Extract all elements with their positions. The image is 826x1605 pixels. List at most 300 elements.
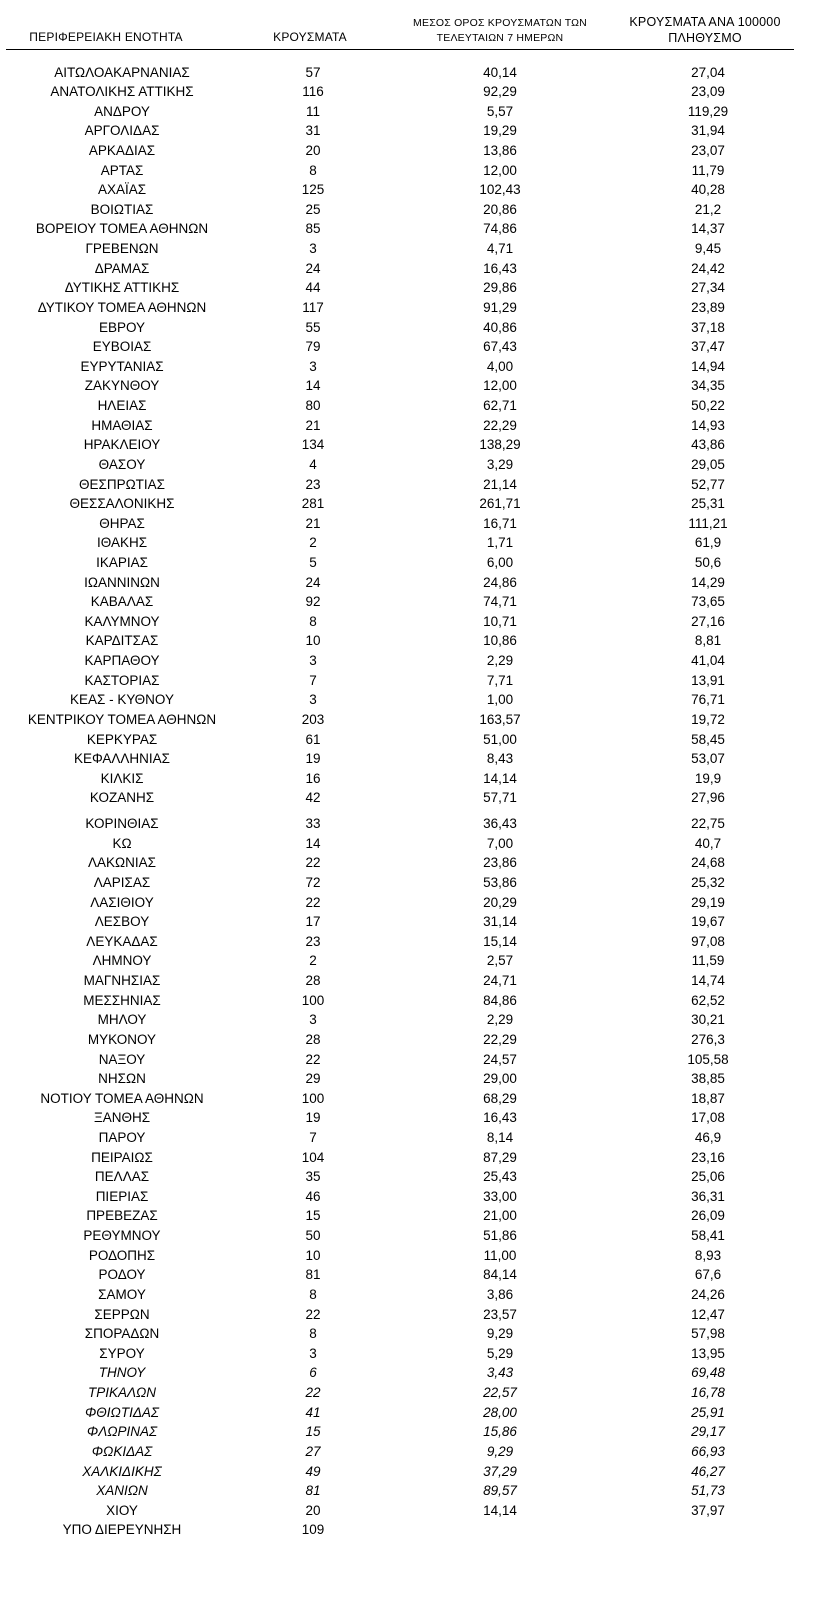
table-row [0, 494, 826, 514]
cell-cases: 10 [305, 1247, 321, 1263]
cell-region: ΚΕΝΤΡΙΚΟΥ ΤΟΜΕΑ ΑΘΗΝΩΝ [27, 711, 217, 727]
cell-cases: 134 [301, 437, 325, 453]
cell-per100k: 37,18 [691, 319, 725, 335]
cell-cases: 6 [309, 1365, 317, 1381]
cell-region: ΥΠΟ ΔΙΕΡΕΥΝΗΣΗ [62, 1522, 182, 1538]
table-row [0, 1089, 826, 1109]
cell-cases: 57 [305, 64, 321, 80]
cell-per100k: 25,91 [691, 1404, 725, 1420]
table-row [0, 1422, 826, 1442]
table-row [0, 435, 826, 455]
cell-per100k: 23,07 [691, 142, 725, 158]
cell-avg7: 74,86 [483, 221, 517, 237]
header-cases-label: ΚΡΟΥΣΜΑΤΑ [273, 30, 347, 44]
cell-per100k: 12,47 [691, 1306, 725, 1322]
cell-per100k: 11,79 [691, 162, 725, 178]
cell-avg7: 24,71 [483, 973, 517, 989]
cell-cases: 16 [305, 770, 321, 786]
cell-per100k: 57,98 [691, 1326, 725, 1342]
cell-per100k: 24,68 [691, 855, 725, 871]
cell-cases: 4 [309, 456, 317, 472]
cell-avg7: 10,86 [483, 633, 517, 649]
cell-cases: 2 [309, 953, 317, 969]
cell-cases: 5 [309, 555, 317, 570]
cell-cases: 35 [305, 1169, 321, 1185]
cell-region: ΞΑΝΘΗΣ [93, 1110, 151, 1126]
table-row [0, 573, 826, 593]
cell-per100k: 61,9 [694, 535, 722, 551]
cell-per100k: 8,81 [694, 633, 722, 649]
cell-avg7: 16,71 [483, 515, 517, 531]
cell-cases: 44 [305, 280, 321, 296]
cell-per100k: 9,45 [694, 241, 722, 257]
cell-region: ΜΑΓΝΗΣΙΑΣ [83, 973, 161, 989]
cell-per100k: 22,75 [691, 816, 725, 832]
cell-cases: 25 [305, 201, 321, 217]
cell-region: ΦΛΩΡΙΝΑΣ [86, 1424, 158, 1440]
header-avg7 [400, 16, 600, 46]
cell-avg7: 4,00 [486, 358, 514, 374]
cell-cases: 41 [305, 1404, 321, 1420]
cell-per100k: 105,58 [687, 1051, 729, 1067]
cell-per100k: 111,21 [688, 515, 728, 531]
cell-avg7: 87,29 [483, 1149, 517, 1165]
cell-region: ΣΑΜΟΥ [98, 1286, 146, 1302]
cell-region: ΦΘΙΩΤΙΔΑΣ [85, 1404, 159, 1420]
cell-avg7: 163,57 [479, 711, 521, 727]
cell-avg7: 91,29 [483, 299, 517, 315]
cell-avg7: 57,71 [483, 790, 517, 806]
cell-avg7: 22,57 [483, 1385, 517, 1401]
cell-per100k: 17,08 [691, 1110, 725, 1126]
cell-per100k: 50,6 [694, 555, 722, 570]
cell-per100k: 8,93 [694, 1247, 722, 1263]
header-divider [6, 49, 794, 50]
cell-per100k: 19,67 [691, 914, 725, 930]
cell-per100k: 53,07 [691, 751, 725, 767]
cell-cases: 20 [305, 142, 321, 158]
cell-per100k: 27,04 [691, 64, 725, 80]
cell-per100k: 21,2 [694, 201, 722, 217]
cell-avg7: 15,14 [483, 933, 517, 949]
cell-avg7: 19,29 [483, 123, 517, 139]
cell-region: ΣΠΟΡΑΔΩΝ [84, 1326, 160, 1342]
table-row [0, 769, 826, 789]
cell-per100k: 14,37 [691, 221, 725, 237]
table-row [0, 671, 826, 691]
cell-region: ΘΕΣΠΡΩΤΙΑΣ [78, 476, 166, 492]
cell-region: ΖΑΚΥΝΘΟΥ [84, 378, 160, 394]
cell-per100k: 29,05 [691, 456, 725, 472]
cell-avg7: 9,29 [486, 1443, 514, 1459]
cell-per100k: 27,34 [691, 280, 725, 296]
table-row [0, 1148, 826, 1168]
cell-per100k: 50,22 [691, 398, 725, 414]
cell-region: ΜΗΛΟΥ [97, 1012, 147, 1028]
cell-region: ΚΕΡΚΥΡΑΣ [86, 731, 158, 747]
cell-region: ΚΑΒΑΛΑΣ [90, 594, 154, 610]
cell-per100k: 25,06 [691, 1169, 725, 1185]
cell-per100k: 43,86 [691, 437, 725, 453]
cell-per100k: 11,59 [691, 953, 725, 969]
cell-per100k: 26,09 [691, 1208, 725, 1224]
cell-avg7: 8,14 [486, 1129, 514, 1145]
cell-cases: 17 [305, 914, 321, 930]
cell-region: ΘΗΡΑΣ [99, 515, 145, 531]
cell-region: ΗΜΑΘΙΑΣ [91, 417, 153, 433]
cell-region: ΘΕΣΣΑΛΟΝΙΚΗΣ [69, 496, 175, 512]
table-row [0, 1285, 826, 1305]
table-row [0, 991, 826, 1011]
cell-region: ΧΙΟΥ [106, 1502, 138, 1518]
table-row [0, 259, 826, 279]
cell-per100k: 37,47 [691, 339, 725, 355]
table-header [0, 0, 826, 50]
table-row [0, 1481, 826, 1501]
cell-cases: 55 [305, 319, 321, 335]
cell-cases: 14 [305, 378, 321, 394]
table-row [0, 1010, 826, 1030]
cell-per100k: 25,32 [691, 874, 725, 890]
cell-cases: 22 [305, 894, 321, 910]
cell-avg7: 12,00 [483, 378, 517, 394]
table-row [0, 1462, 826, 1482]
cell-cases: 22 [305, 1306, 321, 1322]
cell-cases: 8 [309, 613, 317, 629]
cell-region: ΑΝΔΡΟΥ [94, 103, 150, 119]
header-avg7-line2: ΤΕΛΕΥΤΑΙΩΝ 7 ΗΜΕΡΩΝ [436, 32, 564, 44]
cell-region: ΑΡΓΟΛΙΔΑΣ [84, 123, 160, 139]
cell-per100k: 46,27 [691, 1463, 725, 1479]
cell-per100k: 34,35 [691, 378, 725, 394]
table-row [0, 514, 826, 534]
cell-cases: 117 [302, 299, 324, 315]
cell-cases: 3 [309, 358, 317, 374]
header-per100k-line1: ΚΡΟΥΣΜΑΤΑ ΑΝΑ 100000 [629, 15, 781, 29]
cell-per100k: 14,94 [691, 358, 725, 374]
header-cases [266, 30, 354, 45]
cell-per100k: 37,97 [691, 1502, 725, 1518]
cell-cases: 31 [305, 123, 321, 139]
cell-avg7: 1,71 [486, 535, 514, 551]
cell-avg7: 3,43 [486, 1365, 514, 1381]
cell-avg7: 4,71 [486, 241, 514, 257]
cell-avg7: 3,86 [486, 1286, 514, 1302]
cell-region: ΑΡΤΑΣ [100, 162, 144, 178]
cell-avg7: 29,00 [483, 1071, 517, 1087]
cell-avg7: 23,57 [483, 1306, 517, 1322]
cell-avg7: 74,71 [483, 594, 517, 610]
cell-per100k: 38,85 [691, 1071, 725, 1087]
cell-avg7: 3,29 [486, 456, 514, 472]
cell-cases: 72 [305, 874, 321, 890]
cell-per100k: 23,09 [691, 84, 725, 100]
cell-avg7: 2,57 [486, 953, 514, 969]
table-row [0, 592, 826, 612]
header-avg7-line1: ΜΕΣΟΣ ΟΡΟΣ ΚΡΟΥΣΜΑΤΩΝ ΤΩΝ [413, 17, 587, 29]
cell-per100k: 23,16 [691, 1149, 725, 1165]
cell-cases: 8 [309, 1326, 317, 1342]
cell-region: ΚΑΛΥΜΝΟΥ [84, 613, 160, 629]
cell-cases: 29 [305, 1071, 321, 1087]
cell-per100k: 29,19 [691, 894, 725, 910]
table-row [0, 1128, 826, 1148]
cell-per100k: 58,45 [691, 731, 725, 747]
cell-avg7: 33,00 [483, 1188, 517, 1204]
cell-region: ΦΩΚΙΔΑΣ [91, 1443, 153, 1459]
table-row [0, 1403, 826, 1423]
cell-avg7: 25,43 [483, 1169, 517, 1185]
cell-region: ΛΑΡΙΣΑΣ [93, 874, 151, 890]
cell-region: ΠΡΕΒΕΖΑΣ [86, 1208, 158, 1224]
table-row [0, 1206, 826, 1226]
table-row [0, 1383, 826, 1403]
cell-per100k: 30,21 [691, 1012, 725, 1028]
cell-avg7: 20,86 [483, 201, 517, 217]
table-row [0, 834, 826, 854]
cell-cases: 20 [305, 1502, 321, 1518]
cell-avg7: 29,86 [483, 280, 517, 296]
cell-region: ΙΩΑΝΝΙΝΩΝ [84, 574, 160, 590]
cell-cases: 116 [302, 84, 324, 100]
table-row [0, 219, 826, 239]
table-row [0, 1069, 826, 1089]
cell-cases: 85 [305, 221, 321, 237]
cell-avg7: 1,00 [486, 692, 514, 708]
cell-region: ΚΕΑΣ - ΚΥΘΝΟΥ [70, 692, 174, 708]
cell-per100k: 14,93 [691, 417, 725, 433]
cell-cases: 11 [305, 103, 320, 119]
table-row [0, 932, 826, 952]
cell-region: ΚΑΡΠΑΘΟΥ [84, 653, 160, 669]
cell-region: ΔΥΤΙΚΟΥ ΤΟΜΕΑ ΑΘΗΝΩΝ [37, 299, 207, 315]
table-row [0, 1226, 826, 1246]
cell-avg7: 68,29 [483, 1090, 517, 1106]
cell-region: ΙΚΑΡΙΑΣ [96, 555, 148, 570]
cell-avg7: 51,86 [483, 1228, 517, 1244]
cell-region: ΠΑΡΟΥ [98, 1129, 146, 1145]
cell-per100k: 13,95 [691, 1345, 725, 1361]
table-row [0, 1501, 826, 1521]
cell-avg7: 13,86 [483, 142, 517, 158]
table-row [0, 1363, 826, 1383]
table-row [0, 298, 826, 318]
cell-avg7: 5,29 [486, 1345, 514, 1361]
cell-cases: 15 [305, 1424, 321, 1440]
table-row [0, 533, 826, 553]
cell-per100k: 25,31 [691, 496, 725, 512]
cell-cases: 22 [305, 855, 321, 871]
cell-cases: 46 [305, 1188, 321, 1204]
cell-region: ΚΟΡΙΝΘΙΑΣ [85, 816, 159, 832]
cell-avg7: 84,86 [483, 992, 517, 1008]
cell-cases: 92 [305, 594, 321, 610]
cell-region: ΣΕΡΡΩΝ [94, 1306, 150, 1322]
cell-per100k: 24,42 [691, 260, 725, 276]
table-row [0, 853, 826, 873]
cell-region: ΘΑΣΟΥ [98, 456, 146, 472]
cell-per100k: 36,31 [691, 1188, 725, 1204]
cell-avg7: 84,14 [483, 1267, 517, 1283]
cell-cases: 24 [305, 574, 321, 590]
cell-per100k: 16,78 [691, 1385, 725, 1401]
cell-per100k: 97,08 [691, 933, 725, 949]
cell-region: ΡΟΔΟΠΗΣ [88, 1247, 156, 1263]
cell-region: ΜΕΣΣΗΝΙΑΣ [83, 992, 161, 1008]
cell-avg7: 7,00 [486, 835, 514, 851]
table-row [0, 63, 826, 83]
cell-per100k: 52,77 [691, 476, 725, 492]
cell-per100k: 119,29 [687, 103, 729, 119]
cell-cases: 50 [305, 1228, 321, 1244]
table-row [0, 357, 826, 377]
table-row [0, 141, 826, 161]
cell-cases: 10 [305, 633, 321, 649]
cell-per100k: 66,93 [691, 1443, 725, 1459]
cell-avg7: 67,43 [483, 339, 517, 355]
cell-region: ΕΥΒΟΙΑΣ [92, 339, 152, 355]
cell-cases: 281 [301, 496, 325, 512]
cell-per100k: 51,73 [691, 1483, 725, 1499]
cell-avg7: 9,29 [486, 1326, 514, 1342]
cell-region: ΕΒΡΟΥ [98, 319, 146, 335]
cell-avg7: 23,86 [483, 855, 517, 871]
cell-region: ΧΑΝΙΩΝ [96, 1483, 148, 1499]
cell-region: ΚΙΛΚΙΣ [100, 770, 144, 786]
cell-cases: 61 [305, 731, 321, 747]
cell-avg7: 36,43 [483, 816, 517, 832]
cell-cases: 21 [305, 417, 321, 433]
cell-avg7: 5,57 [486, 103, 514, 119]
cell-region: ΒΟΡΕΙΟΥ ΤΟΜΕΑ ΑΘΗΝΩΝ [35, 221, 209, 237]
table-row [0, 893, 826, 913]
cell-region: ΚΩ [112, 835, 132, 851]
cell-cases: 109 [301, 1522, 325, 1538]
table-row [0, 318, 826, 338]
cell-region: ΑΝΑΤΟΛΙΚΗΣ ΑΤΤΙΚΗΣ [50, 84, 194, 100]
cell-cases: 3 [309, 241, 317, 257]
cell-region: ΧΑΛΚΙΔΙΚΗΣ [82, 1463, 162, 1479]
table-row [0, 749, 826, 769]
cell-cases: 3 [309, 692, 317, 708]
cell-region: ΚΑΣΤΟΡΙΑΣ [84, 672, 160, 688]
cell-cases: 33 [305, 816, 321, 832]
cell-avg7: 2,29 [486, 653, 514, 669]
cell-region: ΑΧΑΪΑΣ [97, 182, 147, 198]
cell-avg7: 24,86 [483, 574, 517, 590]
cell-avg7: 10,71 [483, 613, 517, 629]
table-row [0, 416, 826, 436]
cell-avg7: 8,43 [486, 751, 514, 767]
cell-cases: 15 [305, 1208, 321, 1224]
cell-cases: 3 [309, 653, 317, 669]
table-row [0, 612, 826, 632]
cell-cases: 19 [305, 1110, 321, 1126]
table-row [0, 337, 826, 357]
cell-avg7: 21,00 [483, 1208, 517, 1224]
table-row [0, 971, 826, 991]
cell-per100k: 69,48 [691, 1365, 725, 1381]
cell-per100k: 27,16 [691, 613, 725, 629]
cell-avg7: 7,71 [486, 672, 514, 688]
cell-cases: 8 [309, 162, 317, 178]
cell-avg7: 21,14 [483, 476, 517, 492]
cell-cases: 28 [305, 1031, 321, 1047]
table-row [0, 376, 826, 396]
cell-cases: 8 [309, 1286, 317, 1302]
cell-cases: 42 [305, 790, 321, 806]
cell-region: ΜΥΚΟΝΟΥ [87, 1031, 157, 1047]
cell-region: ΤΗΝΟΥ [98, 1365, 146, 1381]
cell-region: ΚΟΖΑΝΗΣ [89, 790, 155, 806]
cell-per100k: 31,94 [691, 123, 725, 139]
cell-region: ΠΙΕΡΙΑΣ [95, 1188, 149, 1204]
table-row [0, 102, 826, 122]
cell-cases: 24 [305, 260, 321, 276]
cell-per100k: 73,65 [691, 594, 725, 610]
cell-avg7: 15,86 [483, 1424, 517, 1440]
cell-region: ΛΑΚΩΝΙΑΣ [88, 855, 156, 871]
table-row [0, 814, 826, 834]
cell-cases: 22 [305, 1385, 321, 1401]
cell-avg7: 28,00 [483, 1404, 517, 1420]
table-row [0, 1324, 826, 1344]
cell-avg7: 6,00 [486, 555, 514, 570]
cell-region: ΑΙΤΩΛΟΑΚΑΡΝΑΝΙΑΣ [54, 64, 190, 80]
cell-cases: 81 [305, 1483, 321, 1499]
header-region [8, 30, 204, 45]
cell-region: ΡΟΔΟΥ [98, 1267, 146, 1283]
cell-cases: 81 [305, 1267, 321, 1283]
cell-cases: 23 [305, 476, 321, 492]
table-row [0, 180, 826, 200]
cell-per100k: 19,72 [691, 711, 725, 727]
cell-region: ΣΥΡΟΥ [99, 1345, 145, 1361]
table-row [0, 631, 826, 651]
cell-region: ΙΘΑΚΗΣ [96, 535, 148, 551]
table-row [0, 1187, 826, 1207]
table-row [0, 475, 826, 495]
cell-avg7: 51,00 [483, 731, 517, 747]
cell-region: ΓΡΕΒΕΝΩΝ [85, 241, 159, 257]
cell-region: ΠΕΛΛΑΣ [94, 1169, 150, 1185]
cell-cases: 27 [305, 1443, 321, 1459]
cell-cases: 49 [305, 1463, 321, 1479]
cell-avg7: 62,71 [483, 398, 517, 414]
cell-avg7: 22,29 [483, 1031, 517, 1047]
table-row [0, 651, 826, 671]
cell-region: ΡΕΘΥΜΝΟΥ [83, 1228, 161, 1244]
table-row [0, 1442, 826, 1462]
table-row [0, 788, 826, 808]
cell-region: ΑΡΚΑΔΙΑΣ [88, 142, 156, 158]
cell-avg7: 20,29 [483, 894, 517, 910]
table-row [0, 396, 826, 416]
cell-avg7: 102,43 [479, 182, 521, 198]
cell-per100k: 62,52 [691, 992, 725, 1008]
cell-per100k: 76,71 [691, 692, 725, 708]
cell-cases: 125 [301, 182, 325, 198]
table-row [0, 553, 826, 573]
cell-region: ΛΕΥΚΑΔΑΣ [86, 933, 158, 949]
cell-region: ΚΕΦΑΛΛΗΝΙΑΣ [73, 751, 171, 767]
cell-region: ΛΑΣΙΘΙΟΥ [90, 894, 154, 910]
cell-cases: 28 [305, 973, 321, 989]
cell-cases: 3 [309, 1345, 317, 1361]
cell-avg7: 16,43 [483, 260, 517, 276]
cell-per100k: 67,6 [694, 1267, 722, 1283]
header-per100k-line2: ΠΛΗΘΥΣΜΟ [668, 31, 742, 45]
